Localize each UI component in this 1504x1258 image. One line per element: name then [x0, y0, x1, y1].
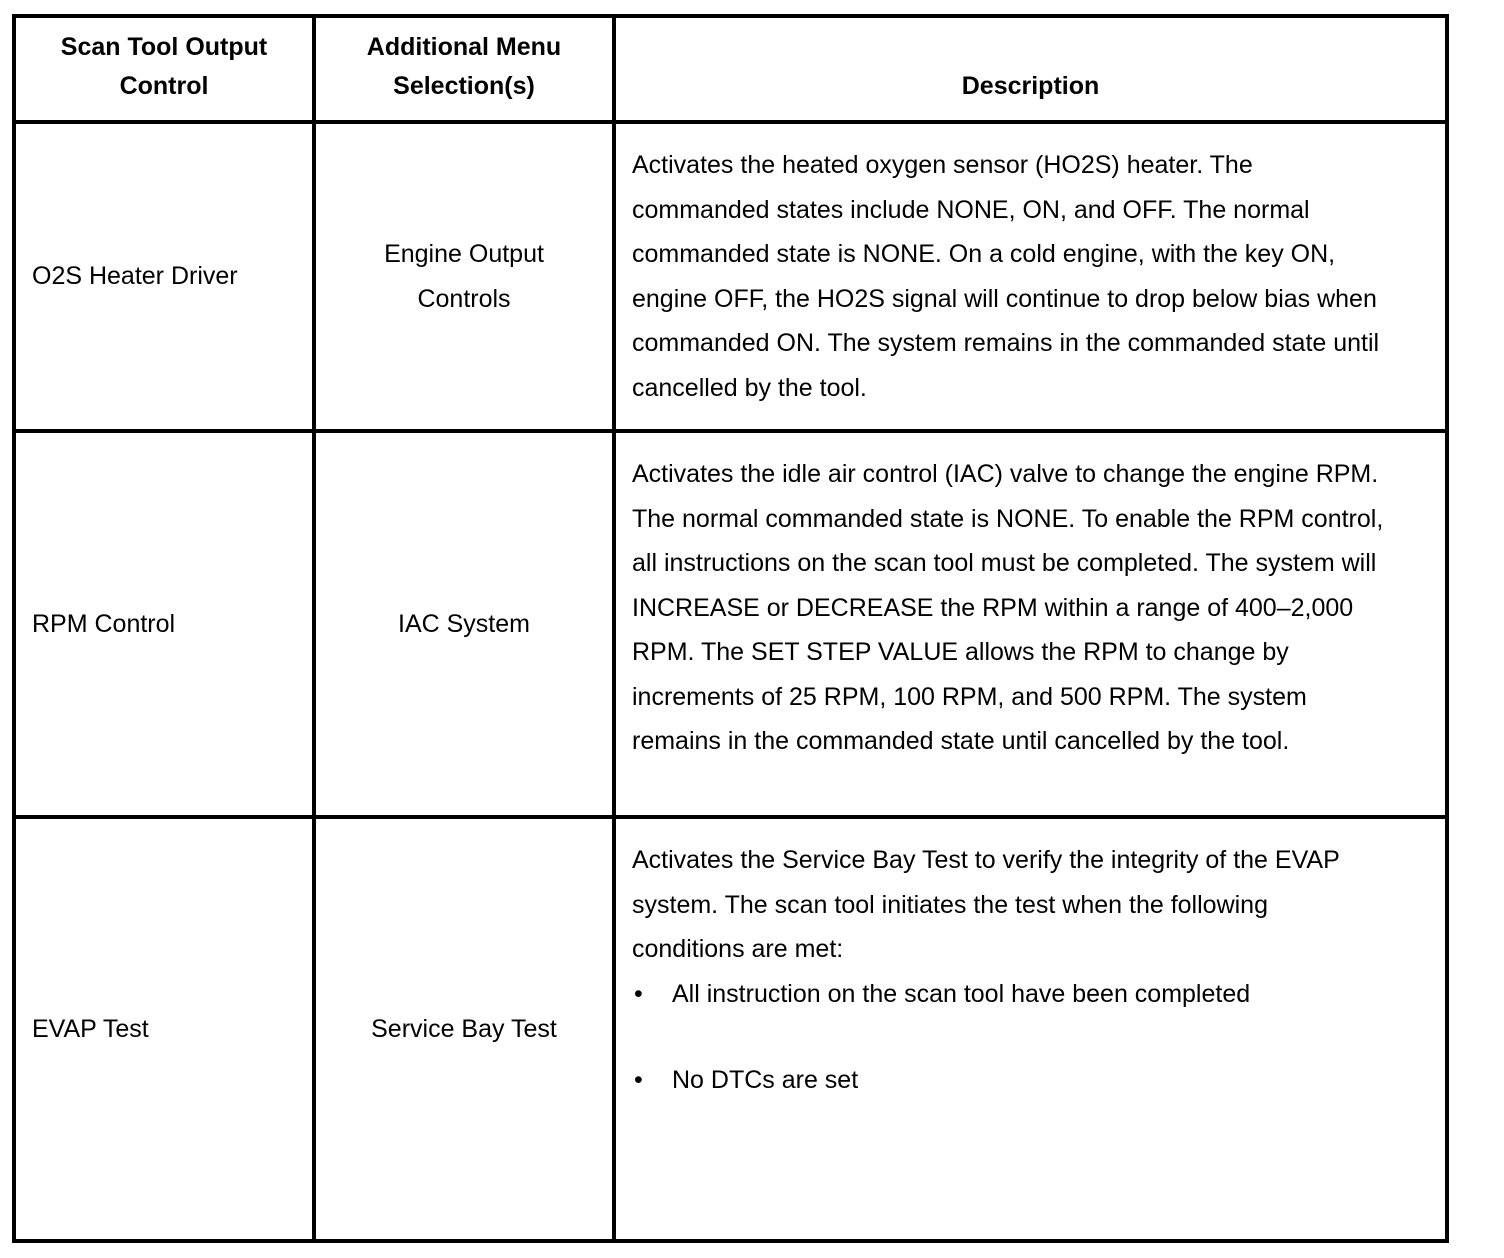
cell-description: Activates the heated oxygen sensor (HO2S) heater. The commanded states include NONE, ON, and OFF. The normal commanded state is NONE. On a cold engine, with the key ON, engine OFF, the HO2S signal will continue to drop below bias when commanded ON. The system remains in the commanded state until cancelled by the tool.	[614, 122, 1447, 431]
cell-menu: IAC System	[314, 431, 614, 817]
cell-control: EVAP Test	[14, 817, 314, 1241]
cell-description	[614, 817, 1447, 1241]
list-item	[632, 972, 1385, 1017]
bullet-icon: •	[634, 979, 643, 1008]
list-item-text: All instruction on the scan tool have been completed	[672, 979, 1251, 1008]
description-intro: Activates the Service Bay Test to verify the integrity of the EVAP system. The scan tool initiates the test when the following conditions are met:	[632, 846, 1340, 963]
header-additional-menu-selections: Additional Menu Selection(s)	[314, 16, 614, 122]
cell-description: Activates the idle air control (IAC) valve to change the engine RPM. The normal commanded state is NONE. To enable the RPM control, all instructions on the scan tool must be completed. The system will INCREASE or DECREASE the RPM within a range of 400–2,000 RPM. The SET STEP VALUE allows the RPM to change by increments of 25 RPM, 100 RPM, and 500 RPM. The system remains in the commanded state until cancelled by the tool.	[614, 431, 1447, 817]
table-row	[14, 431, 1447, 817]
table-row	[14, 817, 1447, 1241]
header-description: Description	[614, 16, 1447, 122]
header-scan-tool-output-control: Scan Tool Output Control	[14, 16, 314, 122]
cell-menu-text: Engine Output Controls	[384, 240, 544, 313]
cell-control: RPM Control	[14, 431, 314, 817]
table-row	[14, 122, 1447, 431]
header-row	[14, 16, 1447, 122]
cell-menu: Service Bay Test	[314, 817, 614, 1241]
list-item-text: No DTCs are set	[672, 1066, 859, 1094]
cell-control: O2S Heater Driver	[14, 122, 314, 431]
bullet-icon: •	[634, 1066, 643, 1094]
conditions-list	[632, 972, 1385, 1103]
output-controls-table	[12, 14, 1449, 1232]
cell-menu	[314, 122, 614, 431]
list-spacer	[632, 1016, 1385, 1058]
list-item	[632, 1058, 1385, 1103]
table	[12, 14, 1449, 1243]
